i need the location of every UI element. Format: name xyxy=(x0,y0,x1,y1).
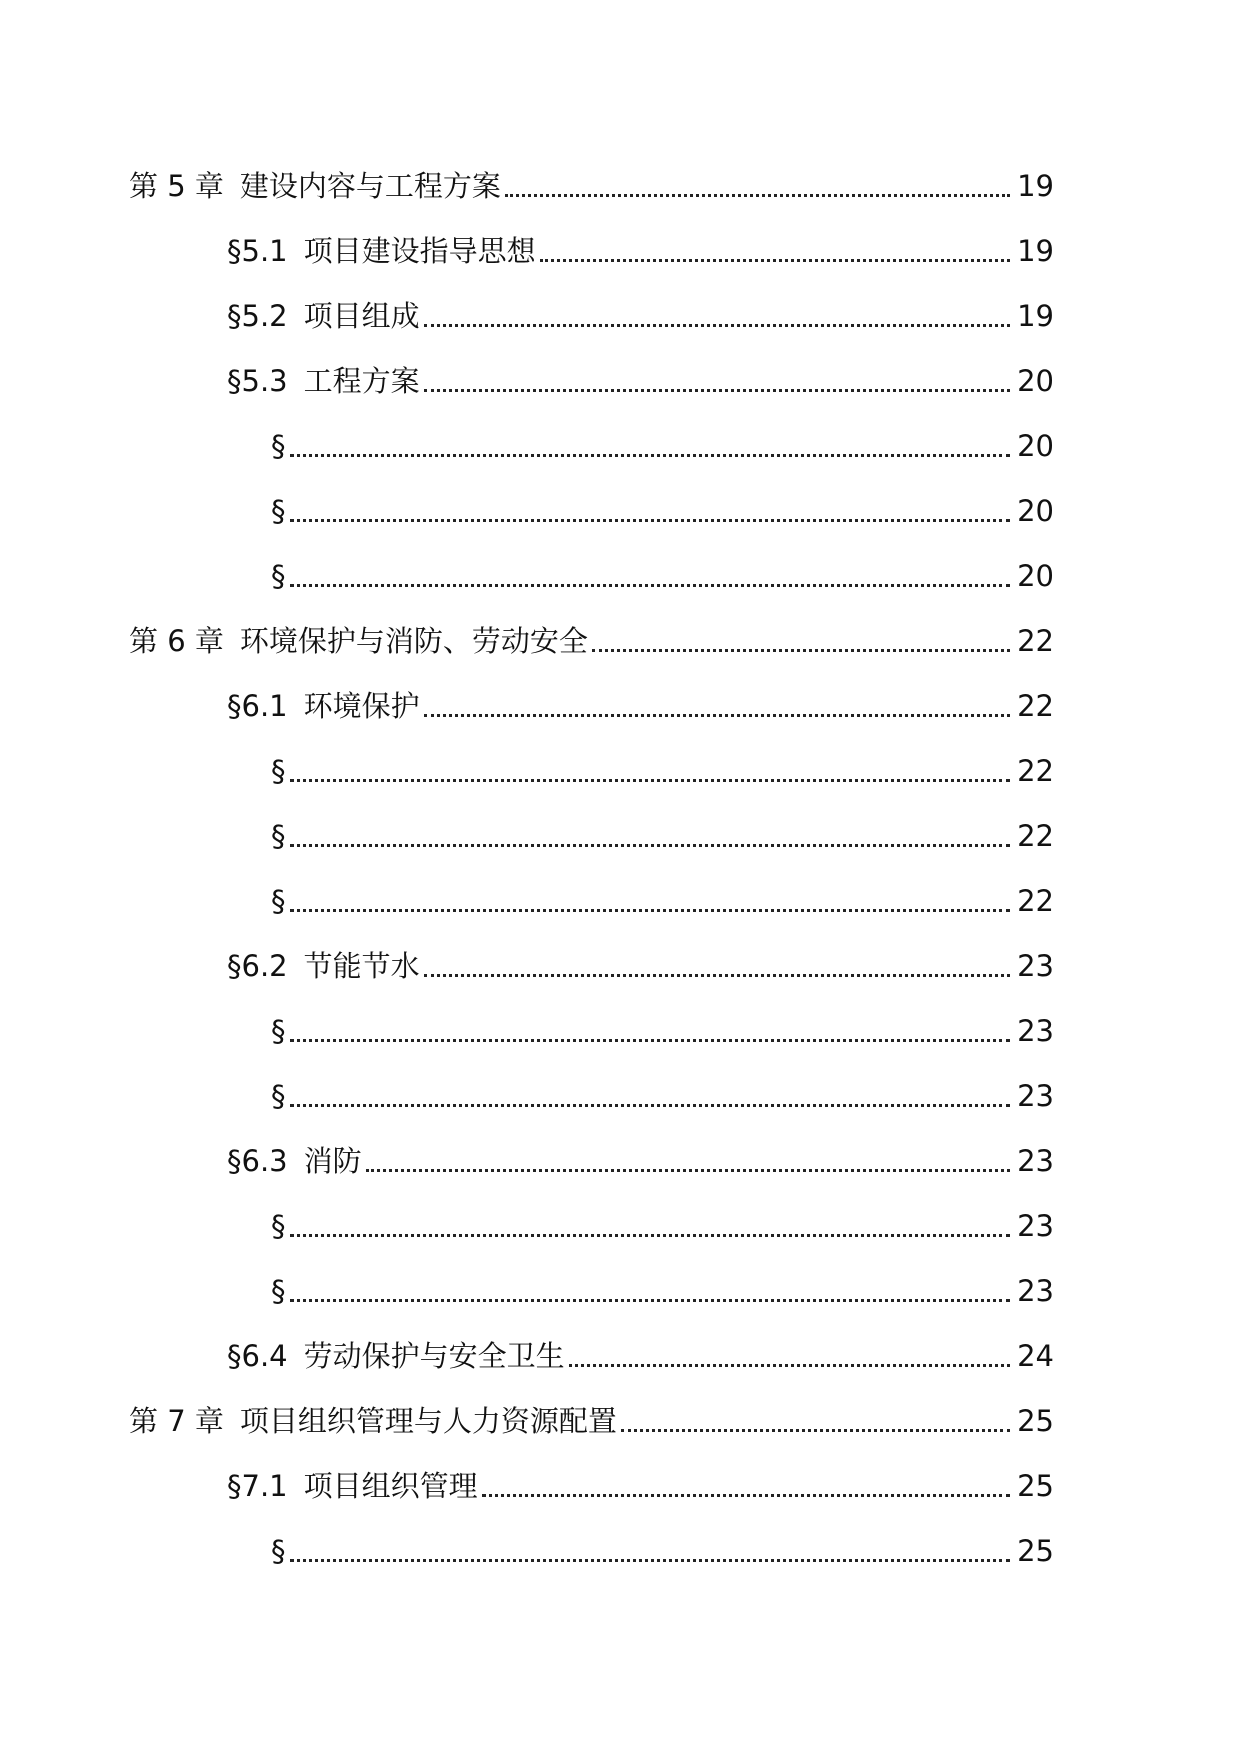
dot-leader xyxy=(424,324,1010,327)
toc-page-number: 23 xyxy=(1017,1208,1054,1243)
toc-page-number: 19 xyxy=(1017,168,1054,203)
toc-page-number: 19 xyxy=(1017,233,1054,268)
toc-subsection-entry[interactable] xyxy=(0,868,1241,933)
toc-entry-number: § xyxy=(271,558,286,593)
toc-page-number: 22 xyxy=(1017,818,1054,853)
toc-entry-title: 节能节水 xyxy=(303,948,420,983)
toc-page-number: 23 xyxy=(1017,1143,1054,1178)
toc-chapter-entry[interactable] xyxy=(0,608,1241,673)
toc-entry-heading xyxy=(271,493,286,529)
toc-entry-number: § xyxy=(271,1208,286,1243)
toc-entry-title: 项目建设指导思想 xyxy=(303,233,536,268)
toc-section-entry[interactable] xyxy=(0,673,1241,738)
toc-entry-title: 建设内容与工程方案 xyxy=(239,168,501,203)
dot-leader xyxy=(290,779,1011,782)
toc-entry-title: 劳动保护与安全卫生 xyxy=(303,1338,565,1373)
toc-entry-heading xyxy=(271,428,286,464)
toc-chapter-entry[interactable] xyxy=(0,1388,1241,1453)
toc-subsection-entry[interactable] xyxy=(0,738,1241,803)
toc-entry-number: §6.2 xyxy=(227,948,288,983)
toc-page-number: 25 xyxy=(1017,1468,1054,1503)
toc-entry-heading xyxy=(227,948,420,984)
toc-subsection-entry[interactable] xyxy=(0,543,1241,608)
toc-subsection-entry[interactable] xyxy=(0,998,1241,1063)
toc-entry-heading xyxy=(227,298,420,334)
toc-entry-title: 项目组织管理 xyxy=(303,1468,478,1503)
toc-entry-number: §5.3 xyxy=(227,363,288,398)
toc-entry-number: § xyxy=(271,1533,286,1568)
toc-entry-number: § xyxy=(271,753,286,788)
toc-section-entry[interactable] xyxy=(0,283,1241,348)
dot-leader xyxy=(290,454,1011,457)
toc-section-entry[interactable] xyxy=(0,348,1241,413)
toc-entry-heading xyxy=(271,753,286,789)
toc-entry-title: 工程方案 xyxy=(303,363,420,398)
toc-entry-title: 环境保护 xyxy=(303,688,420,723)
toc-entry-heading xyxy=(129,168,501,204)
toc-entry-number: 第 5 章 xyxy=(129,168,224,203)
dot-leader xyxy=(482,1494,1010,1497)
dot-leader xyxy=(290,1299,1011,1302)
toc-entry-number: 第 6 章 xyxy=(129,623,224,658)
toc-page-number: 23 xyxy=(1017,1078,1054,1113)
dot-leader xyxy=(290,1234,1011,1237)
toc-page-number: 23 xyxy=(1017,1013,1054,1048)
toc-entry-heading xyxy=(129,1403,617,1439)
toc-entry-number: § xyxy=(271,1013,286,1048)
dot-leader xyxy=(290,1104,1011,1107)
toc-page-number: 22 xyxy=(1017,623,1054,658)
toc-entry-number: §6.4 xyxy=(227,1338,288,1373)
toc-entry-heading xyxy=(271,1533,286,1569)
dot-leader xyxy=(505,194,1010,197)
toc-page-number: 25 xyxy=(1017,1403,1054,1438)
toc-page-number: 20 xyxy=(1017,428,1054,463)
toc-page-number: 20 xyxy=(1017,558,1054,593)
toc-entry-number: §5.1 xyxy=(227,233,288,268)
toc-section-entry[interactable] xyxy=(0,1128,1241,1193)
toc-entry-number: § xyxy=(271,1273,286,1308)
dot-leader xyxy=(540,259,1010,262)
toc-page-number: 22 xyxy=(1017,753,1054,788)
toc-entry-heading xyxy=(227,363,420,399)
toc-section-entry[interactable] xyxy=(0,218,1241,283)
toc-entry-title: 项目组织管理与人力资源配置 xyxy=(239,1403,617,1438)
toc-entry-heading xyxy=(227,233,536,269)
toc-section-entry[interactable] xyxy=(0,1323,1241,1388)
toc-subsection-entry[interactable] xyxy=(0,1193,1241,1258)
dot-leader xyxy=(424,714,1010,717)
toc-entry-number: § xyxy=(271,428,286,463)
toc-subsection-entry[interactable] xyxy=(0,803,1241,868)
toc-subsection-entry[interactable] xyxy=(0,1258,1241,1323)
dot-leader xyxy=(424,974,1010,977)
toc-entry-title: 消防 xyxy=(303,1143,362,1178)
toc-section-entry[interactable] xyxy=(0,933,1241,998)
toc-entry-number: §6.1 xyxy=(227,688,288,723)
toc-entry-number: § xyxy=(271,1078,286,1113)
toc-subsection-entry[interactable] xyxy=(0,1063,1241,1128)
toc-page-number: 22 xyxy=(1017,688,1054,723)
toc-page-number: 20 xyxy=(1017,363,1054,398)
dot-leader xyxy=(290,1039,1011,1042)
toc-page-number: 22 xyxy=(1017,883,1054,918)
toc-section-entry[interactable] xyxy=(0,1453,1241,1518)
toc-entry-heading xyxy=(227,1143,362,1179)
toc-chapter-entry[interactable] xyxy=(0,153,1241,218)
toc-entry-number: § xyxy=(271,493,286,528)
toc-entry-title: 项目组成 xyxy=(303,298,420,333)
dot-leader xyxy=(424,389,1010,392)
toc-entry-heading xyxy=(271,1273,286,1309)
dot-leader xyxy=(592,649,1010,652)
toc-page-number: 20 xyxy=(1017,493,1054,528)
toc-entry-heading xyxy=(227,1468,478,1504)
toc-entry-number: §7.1 xyxy=(227,1468,288,1503)
toc-entry-heading xyxy=(227,688,420,724)
toc-entry-number: § xyxy=(271,818,286,853)
dot-leader xyxy=(290,909,1011,912)
dot-leader xyxy=(366,1169,1010,1172)
toc-entry-heading xyxy=(271,1208,286,1244)
toc-entry-number: §6.3 xyxy=(227,1143,288,1178)
dot-leader xyxy=(569,1364,1010,1367)
toc-entry-heading xyxy=(129,623,588,659)
toc-page-number: 23 xyxy=(1017,948,1054,983)
toc-entry-heading xyxy=(271,818,286,854)
toc-entry-number: §5.2 xyxy=(227,298,288,333)
dot-leader xyxy=(290,519,1011,522)
toc-entry-number: 第 7 章 xyxy=(129,1403,224,1438)
dot-leader xyxy=(290,844,1011,847)
dot-leader xyxy=(290,584,1011,587)
toc-entry-heading xyxy=(271,1013,286,1049)
table-of-contents xyxy=(0,153,1241,1583)
dot-leader xyxy=(621,1429,1010,1432)
toc-subsection-entry[interactable] xyxy=(0,478,1241,543)
toc-subsection-entry[interactable] xyxy=(0,1518,1241,1583)
toc-page-number: 25 xyxy=(1017,1533,1054,1568)
toc-entry-heading xyxy=(227,1338,565,1374)
toc-entry-heading xyxy=(271,558,286,594)
toc-subsection-entry[interactable] xyxy=(0,413,1241,478)
toc-entry-heading xyxy=(271,883,286,919)
toc-page-number: 23 xyxy=(1017,1273,1054,1308)
dot-leader xyxy=(290,1559,1011,1562)
toc-entry-number: § xyxy=(271,883,286,918)
toc-entry-title: 环境保护与消防、劳动安全 xyxy=(239,623,588,658)
toc-page-number: 24 xyxy=(1017,1338,1054,1373)
toc-entry-heading xyxy=(271,1078,286,1114)
toc-page-number: 19 xyxy=(1017,298,1054,333)
